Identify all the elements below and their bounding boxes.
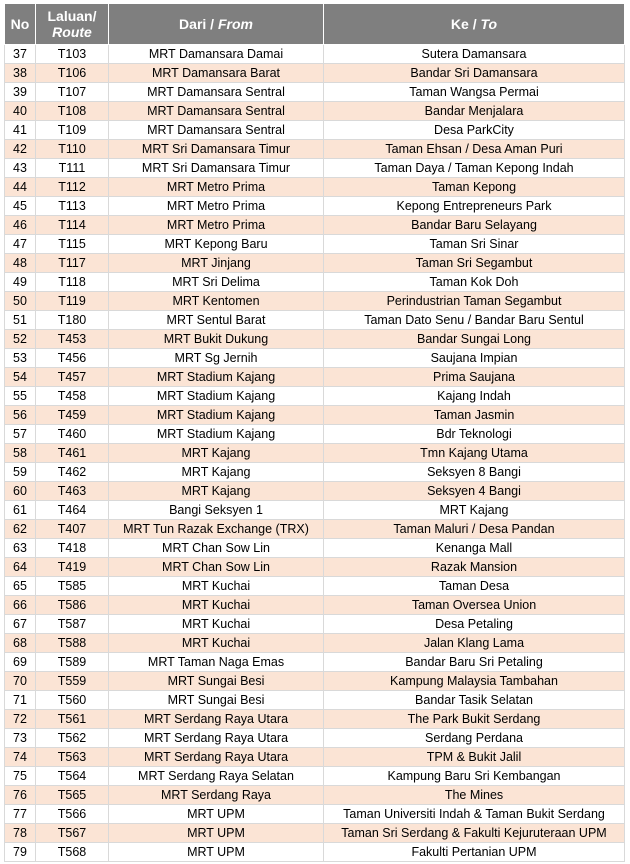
cell-from: MRT Kuchai (109, 596, 324, 615)
cell-from: MRT Serdang Raya Selatan (109, 767, 324, 786)
table-row (5, 767, 625, 786)
cell-no: 48 (5, 254, 36, 273)
cell-to: Bandar Menjalara (324, 102, 625, 121)
header-no (5, 4, 36, 45)
cell-no: 49 (5, 273, 36, 292)
table-row (5, 843, 625, 862)
cell-from: MRT Sri Damansara Timur (109, 159, 324, 178)
cell-no: 78 (5, 824, 36, 843)
cell-from: MRT Serdang Raya Utara (109, 748, 324, 767)
cell-to: Prima Saujana (324, 368, 625, 387)
cell-to: Razak Mansion (324, 558, 625, 577)
cell-no: 43 (5, 159, 36, 178)
table-row (5, 235, 625, 254)
table-body (5, 45, 625, 862)
cell-from: MRT Serdang Raya (109, 786, 324, 805)
cell-to: Seksyen 4 Bangi (324, 482, 625, 501)
cell-to: Taman Wangsa Permai (324, 83, 625, 102)
cell-no: 58 (5, 444, 36, 463)
table-row (5, 482, 625, 501)
cell-to: The Park Bukit Serdang (324, 710, 625, 729)
header-to-label: Ke / (450, 16, 481, 32)
cell-no: 40 (5, 102, 36, 121)
cell-no: 64 (5, 558, 36, 577)
cell-from: MRT Stadium Kajang (109, 387, 324, 406)
cell-from: MRT Metro Prima (109, 178, 324, 197)
cell-route: T113 (36, 197, 109, 216)
cell-from: MRT Jinjang (109, 254, 324, 273)
cell-from: MRT Damansara Sentral (109, 121, 324, 140)
cell-route: T111 (36, 159, 109, 178)
route-table (4, 3, 625, 862)
header-route-english: Route (52, 24, 92, 40)
table-row (5, 520, 625, 539)
cell-to: Perindustrian Taman Segambut (324, 292, 625, 311)
cell-to: Saujana Impian (324, 349, 625, 368)
cell-to: MRT Kajang (324, 501, 625, 520)
cell-route: T585 (36, 577, 109, 596)
cell-no: 56 (5, 406, 36, 425)
header-route-label: Laluan/ (47, 8, 97, 24)
cell-from: MRT Sri Damansara Timur (109, 140, 324, 159)
cell-route: T464 (36, 501, 109, 520)
cell-no: 57 (5, 425, 36, 444)
cell-no: 74 (5, 748, 36, 767)
cell-from: MRT Stadium Kajang (109, 368, 324, 387)
cell-to: Taman Desa (324, 577, 625, 596)
table-row (5, 672, 625, 691)
table-row (5, 368, 625, 387)
cell-route: T561 (36, 710, 109, 729)
cell-to: Taman Ehsan / Desa Aman Puri (324, 140, 625, 159)
cell-from: MRT Kentomen (109, 292, 324, 311)
cell-no: 38 (5, 64, 36, 83)
cell-no: 50 (5, 292, 36, 311)
cell-route: T563 (36, 748, 109, 767)
cell-no: 72 (5, 710, 36, 729)
cell-from: MRT Chan Sow Lin (109, 558, 324, 577)
header-row (5, 4, 625, 45)
cell-from: MRT UPM (109, 805, 324, 824)
cell-no: 42 (5, 140, 36, 159)
table-row (5, 748, 625, 767)
cell-to: Taman Kepong (324, 178, 625, 197)
cell-no: 75 (5, 767, 36, 786)
table-row (5, 558, 625, 577)
cell-to: Kenanga Mall (324, 539, 625, 558)
cell-from: MRT Bukit Dukung (109, 330, 324, 349)
cell-no: 59 (5, 463, 36, 482)
cell-from: MRT Damansara Damai (109, 45, 324, 64)
cell-route: T457 (36, 368, 109, 387)
cell-from: MRT UPM (109, 824, 324, 843)
table-row (5, 444, 625, 463)
cell-to: TPM & Bukit Jalil (324, 748, 625, 767)
cell-route: T564 (36, 767, 109, 786)
cell-to: Fakulti Pertanian UPM (324, 843, 625, 862)
table-row (5, 216, 625, 235)
cell-no: 51 (5, 311, 36, 330)
cell-no: 66 (5, 596, 36, 615)
cell-no: 41 (5, 121, 36, 140)
table-row (5, 159, 625, 178)
cell-no: 52 (5, 330, 36, 349)
cell-route: T461 (36, 444, 109, 463)
cell-route: T106 (36, 64, 109, 83)
cell-from: MRT Tun Razak Exchange (TRX) (109, 520, 324, 539)
cell-to: Taman Sri Sinar (324, 235, 625, 254)
table-row (5, 349, 625, 368)
cell-no: 73 (5, 729, 36, 748)
cell-no: 79 (5, 843, 36, 862)
table-row (5, 311, 625, 330)
cell-to: Seksyen 8 Bangi (324, 463, 625, 482)
cell-from: MRT Sungai Besi (109, 691, 324, 710)
cell-from: MRT UPM (109, 843, 324, 862)
cell-no: 37 (5, 45, 36, 64)
cell-from: MRT Sungai Besi (109, 672, 324, 691)
cell-to: Desa Petaling (324, 615, 625, 634)
cell-route: T586 (36, 596, 109, 615)
cell-to: Taman Sri Segambut (324, 254, 625, 273)
cell-to: Taman Daya / Taman Kepong Indah (324, 159, 625, 178)
cell-no: 44 (5, 178, 36, 197)
cell-to: Taman Maluri / Desa Pandan (324, 520, 625, 539)
cell-to: Tmn Kajang Utama (324, 444, 625, 463)
cell-from: MRT Sri Delima (109, 273, 324, 292)
cell-from: MRT Kuchai (109, 634, 324, 653)
table-row (5, 273, 625, 292)
table-row (5, 824, 625, 843)
header-from (109, 4, 324, 45)
cell-to: Kepong Entrepreneurs Park (324, 197, 625, 216)
cell-no: 76 (5, 786, 36, 805)
cell-no: 77 (5, 805, 36, 824)
cell-route: T559 (36, 672, 109, 691)
table-row (5, 121, 625, 140)
header-no-label: No (10, 16, 30, 32)
cell-no: 39 (5, 83, 36, 102)
cell-route: T588 (36, 634, 109, 653)
cell-route: T460 (36, 425, 109, 444)
header-from-label: Dari / (179, 16, 218, 32)
cell-to: Kampung Malaysia Tambahan (324, 672, 625, 691)
table-row (5, 387, 625, 406)
cell-no: 55 (5, 387, 36, 406)
cell-from: MRT Kuchai (109, 577, 324, 596)
cell-from: MRT Kajang (109, 444, 324, 463)
cell-from: MRT Damansara Sentral (109, 102, 324, 121)
cell-route: T110 (36, 140, 109, 159)
cell-from: MRT Kajang (109, 482, 324, 501)
cell-from: MRT Kepong Baru (109, 235, 324, 254)
cell-no: 62 (5, 520, 36, 539)
header-to (324, 4, 625, 45)
cell-route: T560 (36, 691, 109, 710)
cell-route: T112 (36, 178, 109, 197)
cell-no: 69 (5, 653, 36, 672)
cell-route: T567 (36, 824, 109, 843)
header-route (36, 4, 109, 45)
table-row (5, 729, 625, 748)
cell-route: T117 (36, 254, 109, 273)
cell-to: Jalan Klang Lama (324, 634, 625, 653)
cell-to: Bdr Teknologi (324, 425, 625, 444)
cell-route: T565 (36, 786, 109, 805)
table-row (5, 45, 625, 64)
cell-from: MRT Damansara Barat (109, 64, 324, 83)
cell-route: T180 (36, 311, 109, 330)
cell-to: Taman Sri Serdang & Fakulti Kejuruteraan UPM (324, 824, 625, 843)
cell-from: MRT Kajang (109, 463, 324, 482)
table-row (5, 64, 625, 83)
table-row (5, 653, 625, 672)
table-row (5, 178, 625, 197)
table-header (5, 4, 625, 45)
cell-to: The Mines (324, 786, 625, 805)
cell-to: Sutera Damansara (324, 45, 625, 64)
cell-route: T108 (36, 102, 109, 121)
route-table-container (4, 3, 624, 862)
cell-to: Bandar Baru Sri Petaling (324, 653, 625, 672)
cell-from: MRT Stadium Kajang (109, 406, 324, 425)
cell-no: 60 (5, 482, 36, 501)
table-row (5, 634, 625, 653)
table-row (5, 805, 625, 824)
cell-no: 47 (5, 235, 36, 254)
cell-route: T118 (36, 273, 109, 292)
cell-no: 61 (5, 501, 36, 520)
table-row (5, 406, 625, 425)
table-row (5, 501, 625, 520)
cell-route: T418 (36, 539, 109, 558)
cell-to: Kajang Indah (324, 387, 625, 406)
cell-from: MRT Sentul Barat (109, 311, 324, 330)
cell-from: MRT Stadium Kajang (109, 425, 324, 444)
cell-no: 53 (5, 349, 36, 368)
cell-to: Taman Jasmin (324, 406, 625, 425)
cell-no: 70 (5, 672, 36, 691)
cell-route: T562 (36, 729, 109, 748)
cell-route: T463 (36, 482, 109, 501)
cell-no: 67 (5, 615, 36, 634)
cell-route: T462 (36, 463, 109, 482)
cell-route: T119 (36, 292, 109, 311)
cell-to: Taman Oversea Union (324, 596, 625, 615)
table-row (5, 292, 625, 311)
table-row (5, 140, 625, 159)
cell-route: T456 (36, 349, 109, 368)
cell-no: 68 (5, 634, 36, 653)
cell-from: MRT Metro Prima (109, 197, 324, 216)
table-row (5, 330, 625, 349)
cell-route: T114 (36, 216, 109, 235)
table-row (5, 577, 625, 596)
cell-no: 63 (5, 539, 36, 558)
table-row (5, 425, 625, 444)
cell-route: T459 (36, 406, 109, 425)
cell-route: T589 (36, 653, 109, 672)
cell-route: T566 (36, 805, 109, 824)
cell-to: Desa ParkCity (324, 121, 625, 140)
cell-route: T407 (36, 520, 109, 539)
cell-route: T458 (36, 387, 109, 406)
cell-from: MRT Metro Prima (109, 216, 324, 235)
cell-route: T103 (36, 45, 109, 64)
table-row (5, 596, 625, 615)
cell-route: T587 (36, 615, 109, 634)
cell-route: T568 (36, 843, 109, 862)
table-row (5, 83, 625, 102)
cell-to: Taman Kok Doh (324, 273, 625, 292)
cell-from: MRT Serdang Raya Utara (109, 710, 324, 729)
header-from-english: From (217, 16, 253, 32)
cell-route: T453 (36, 330, 109, 349)
cell-from: Bangi Seksyen 1 (109, 501, 324, 520)
cell-from: MRT Serdang Raya Utara (109, 729, 324, 748)
cell-from: MRT Taman Naga Emas (109, 653, 324, 672)
cell-no: 45 (5, 197, 36, 216)
cell-no: 46 (5, 216, 36, 235)
table-row (5, 539, 625, 558)
table-row (5, 463, 625, 482)
cell-to: Bandar Tasik Selatan (324, 691, 625, 710)
cell-no: 54 (5, 368, 36, 387)
cell-route: T109 (36, 121, 109, 140)
cell-from: MRT Sg Jernih (109, 349, 324, 368)
cell-route: T419 (36, 558, 109, 577)
cell-from: MRT Chan Sow Lin (109, 539, 324, 558)
table-row (5, 615, 625, 634)
table-row (5, 197, 625, 216)
cell-to: Taman Dato Senu / Bandar Baru Sentul (324, 311, 625, 330)
cell-from: MRT Kuchai (109, 615, 324, 634)
table-row (5, 710, 625, 729)
table-row (5, 254, 625, 273)
cell-to: Bandar Sri Damansara (324, 64, 625, 83)
cell-to: Bandar Baru Selayang (324, 216, 625, 235)
cell-to: Taman Universiti Indah & Taman Bukit Serdang (324, 805, 625, 824)
cell-to: Serdang Perdana (324, 729, 625, 748)
cell-to: Kampung Baru Sri Kembangan (324, 767, 625, 786)
cell-from: MRT Damansara Sentral (109, 83, 324, 102)
table-row (5, 102, 625, 121)
table-row (5, 786, 625, 805)
table-row (5, 691, 625, 710)
cell-no: 65 (5, 577, 36, 596)
cell-to: Bandar Sungai Long (324, 330, 625, 349)
header-to-english: To (480, 16, 498, 32)
cell-no: 71 (5, 691, 36, 710)
cell-route: T107 (36, 83, 109, 102)
cell-route: T115 (36, 235, 109, 254)
